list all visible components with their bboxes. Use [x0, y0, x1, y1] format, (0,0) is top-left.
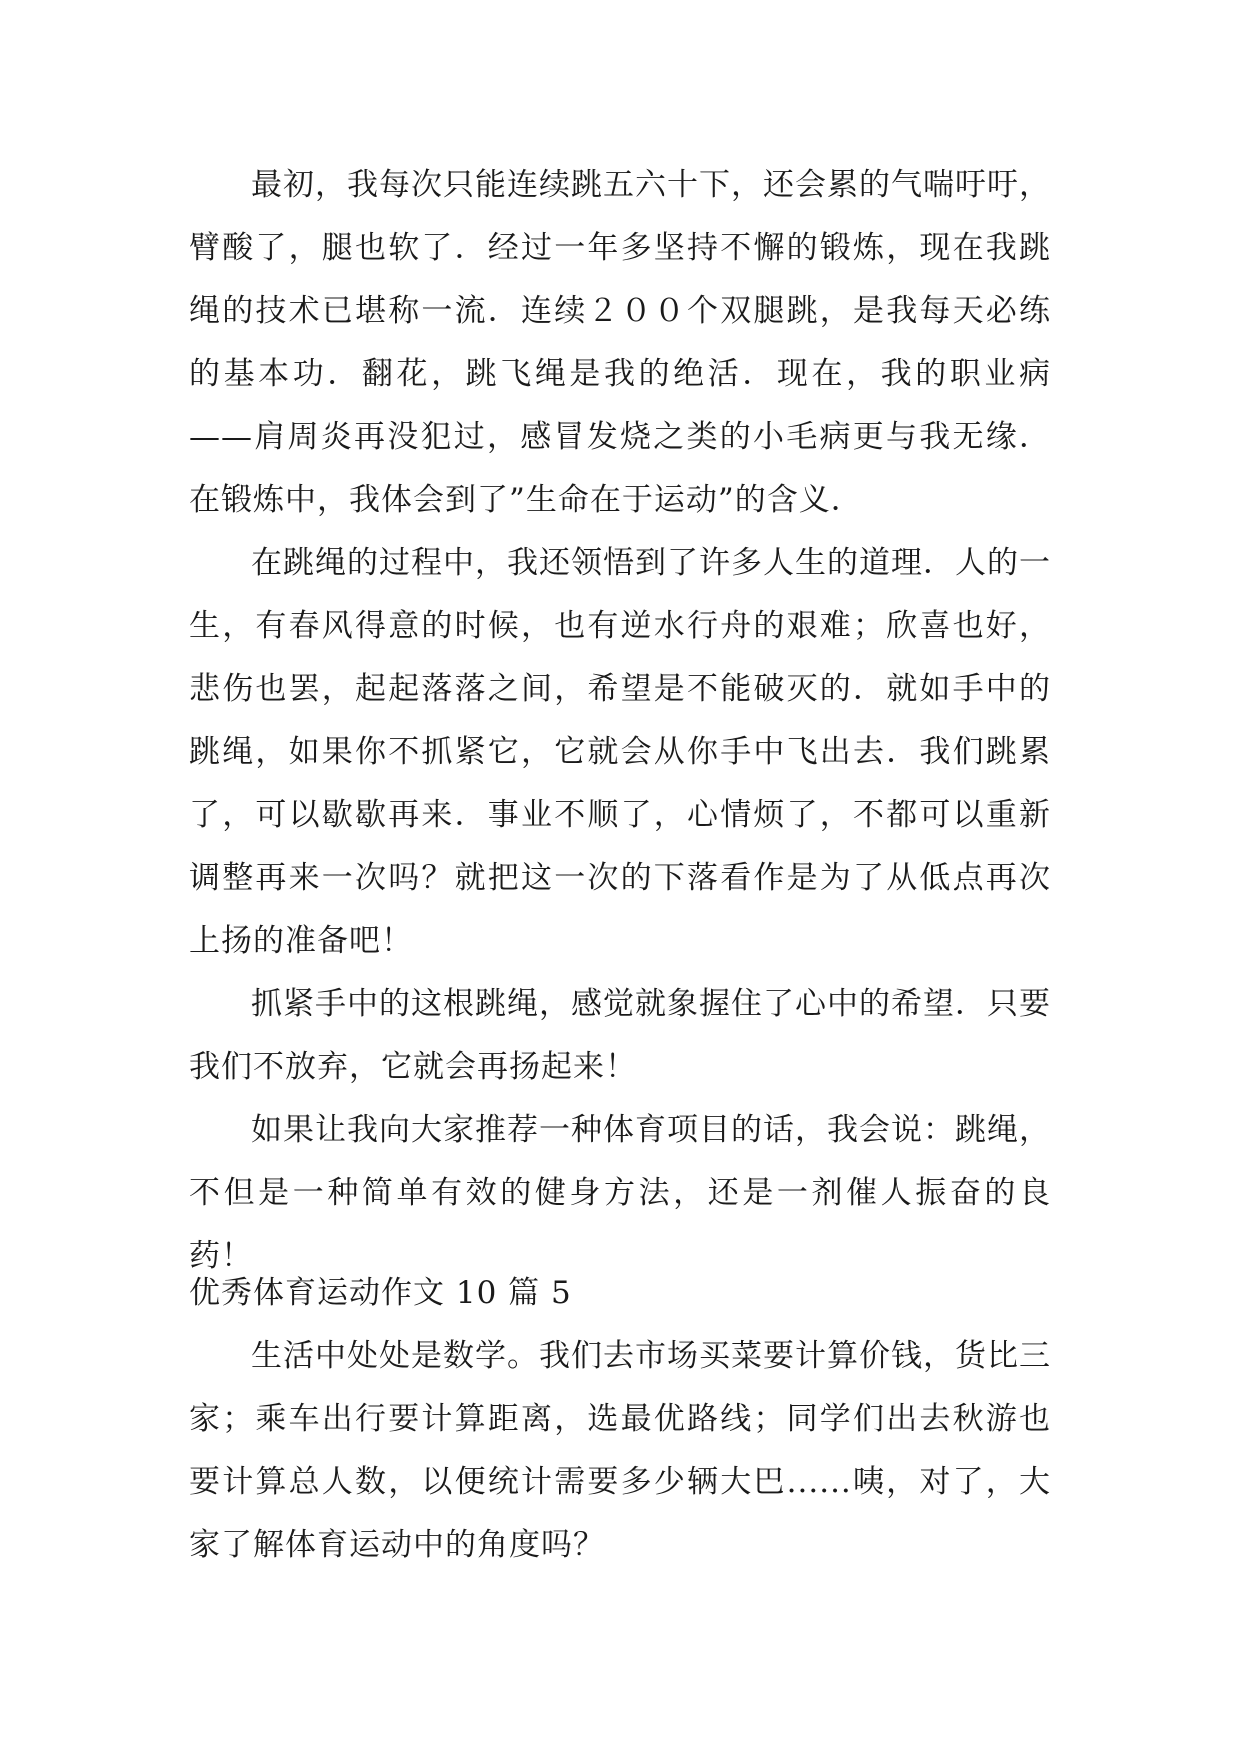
- paragraph-1: 最初，我每次只能连续跳五六十下，还会累的气喘吁吁，臂酸了，腿也软了．经过一年多坚持不懈的锻炼，现在我跳绳的技术已堪称一流．连续２００个双腿跳，是我每天必练的基本功．翻花，跳飞绳是我的绝活．现在，我的职业病——肩周炎再没犯过，感冒发烧之类的小毛病更与我无缘．在锻炼中，我体会到了”生命在于运动”的含义．: [189, 167, 1051, 518]
- paragraph-5: 生活中处处是数学。我们去市场买菜要计算价钱，货比三家；乘车出行要计算距离，选最优路线；同学们出去秋游也要计算总人数，以便统计需要多少辆大巴......咦，对了，大家了解体育运动中的角度吗？: [189, 1338, 1051, 1563]
- paragraph-4: 如果让我向大家推荐一种体育项目的话，我会说：跳绳，不但是一种简单有效的健身方法，还是一剂催人振奋的良药！: [189, 1112, 1051, 1274]
- paragraph-3: 抓紧手中的这根跳绳，感觉就象握住了心中的希望．只要我们不放弃，它就会再扬起来！: [189, 986, 1051, 1085]
- article-body-top: [189, 154, 1051, 1288]
- paragraph-2: 在跳绳的过程中，我还领悟到了许多人生的道理．人的一生，有春风得意的时候，也有逆水行舟的艰难；欣喜也好，悲伤也罢，起起落落之间，希望是不能破灭的．就如手中的跳绳，如果你不抓紧它，它就会从你手中飞出去．我们跳累了，可以歇歇再来．事业不顺了，心情烦了，不都可以重新调整再来一次吗？就把这一次的下落看作是为了从低点再次上扬的准备吧！: [189, 545, 1051, 959]
- section-title: 优秀体育运动作文 10 篇 5: [189, 1275, 572, 1311]
- article-body-bottom: [189, 1325, 1051, 1577]
